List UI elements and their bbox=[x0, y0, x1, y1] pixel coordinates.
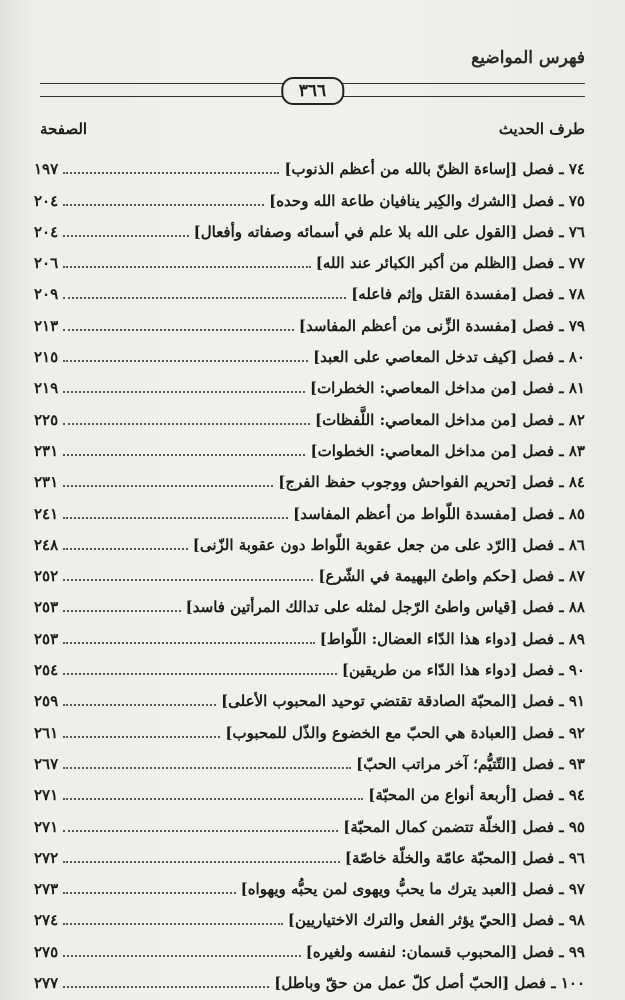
toc-entry-title: ٨٤ ـ فصل [تحريم الفواحش ووجوب حفظ الفرج] bbox=[278, 473, 585, 492]
dot-leader bbox=[63, 672, 337, 675]
toc-entry-title: ٩٥ ـ فصل [الخلّة تتضمن كمال المحبّة] bbox=[343, 817, 585, 836]
toc-entry-page: ٢٠٩ bbox=[34, 285, 59, 304]
toc-entry[interactable] bbox=[34, 648, 585, 679]
toc-entry[interactable] bbox=[34, 867, 585, 898]
dot-leader bbox=[63, 328, 294, 331]
toc-entry-title: ٩٠ ـ فصل [دواء هذا الدّاء من طريقين] bbox=[341, 661, 585, 680]
dot-leader bbox=[63, 453, 305, 456]
toc-entry-title: ٨٠ ـ فصل [كيف تدخل المعاصي على العبد] bbox=[313, 348, 585, 367]
dot-leader bbox=[63, 735, 220, 738]
toc-entry-title: ٩٩ ـ فصل [المحبوب قسمان: لنفسه ولغيره] bbox=[305, 942, 585, 961]
toc-entry-title: ٩٧ ـ فصل [العبد يترك ما يحبُّ ويهوى لمن يحبُّه ويهواه] bbox=[240, 880, 585, 899]
toc-entry[interactable] bbox=[34, 804, 585, 835]
toc-entry[interactable] bbox=[34, 554, 585, 585]
toc-entry[interactable] bbox=[34, 836, 585, 867]
toc-entry-page: ٢٣١ bbox=[34, 441, 59, 460]
toc-entry[interactable] bbox=[34, 929, 585, 960]
dot-leader bbox=[63, 516, 288, 519]
toc-entry-title: ٩٦ ـ فصل [المحبّة عامّة والخلّة خاصّة] bbox=[344, 848, 585, 867]
toc-entry[interactable] bbox=[34, 335, 585, 366]
dot-leader bbox=[63, 922, 283, 925]
toc-entry[interactable] bbox=[34, 491, 585, 522]
toc-entry-title: ٩٨ ـ فصل [الحيّ يؤثر الفعل والترك الاختياريين] bbox=[287, 911, 585, 930]
toc-entry-page: ٢٧٥ bbox=[34, 942, 59, 961]
toc-entry-page: ٢٣١ bbox=[34, 473, 59, 492]
dot-leader bbox=[63, 547, 188, 550]
toc-entry-page: ٢٧٤ bbox=[34, 911, 59, 930]
toc-entry[interactable] bbox=[34, 366, 585, 397]
toc-entry-page: ٢٤١ bbox=[34, 504, 59, 523]
toc-entry[interactable] bbox=[34, 210, 585, 241]
toc-entry-page: ٢١٩ bbox=[34, 379, 59, 398]
toc-entry[interactable] bbox=[34, 710, 585, 741]
toc-entry-page: ١٩٧ bbox=[34, 160, 59, 179]
dot-leader bbox=[63, 296, 346, 299]
dot-leader bbox=[63, 390, 305, 393]
toc-entry-page: ٢٦١ bbox=[34, 723, 59, 742]
toc-entry-page: ٢٧٧ bbox=[34, 974, 59, 993]
toc-entry-page: ٢٧١ bbox=[34, 786, 59, 805]
toc-entry[interactable] bbox=[34, 898, 585, 929]
toc-entry-title: ٧٨ ـ فصل [مفسدة القتل وإثم فاعله] bbox=[351, 285, 585, 304]
toc-entry[interactable] bbox=[34, 585, 585, 616]
dot-leader bbox=[63, 703, 216, 706]
dot-leader bbox=[63, 203, 264, 206]
toc-entry-title: ٨٨ ـ فصل [قياس واطئ الرّجل لمثله على تدالك المرأتين فاسد] bbox=[185, 598, 585, 617]
toc-entry[interactable] bbox=[34, 397, 585, 428]
dot-leader bbox=[63, 954, 301, 957]
toc-entry[interactable] bbox=[34, 523, 585, 554]
column-header-page: الصفحة bbox=[40, 120, 88, 138]
dot-leader bbox=[63, 860, 340, 863]
toc-entry-title: ٨٩ ـ فصل [دواء هذا الدّاء العضال: اللّواط] bbox=[319, 629, 585, 648]
toc-entry-title: ٨١ ـ فصل [من مداخل المعاصي: الخطرات] bbox=[309, 379, 585, 398]
toc-entry[interactable] bbox=[34, 241, 585, 272]
toc-entry-page: ٢٧٣ bbox=[34, 880, 59, 899]
toc-entry-page: ٢٠٤ bbox=[34, 222, 59, 241]
toc-entry-title: ٧٤ ـ فصل [إساءة الظنّ بالله من أعظم الذنوب] bbox=[284, 160, 585, 179]
toc-entry[interactable] bbox=[34, 272, 585, 303]
toc-entry-title: ٧٦ ـ فصل [القول على الله بلا علم في أسمائه وصفاته وأفعال] bbox=[193, 222, 585, 241]
toc-entry[interactable] bbox=[34, 303, 585, 334]
toc-entry-title: ٨٢ ـ فصل [من مداخل المعاصي: اللَّفظات] bbox=[314, 410, 585, 429]
dot-leader bbox=[63, 484, 273, 487]
toc-entry[interactable] bbox=[34, 773, 585, 804]
dot-leader bbox=[63, 578, 313, 581]
toc-entry-page: ٢٥٣ bbox=[34, 598, 59, 617]
toc-entry-title: ٩٤ ـ فصل [أربعة أنواع من المحبّة] bbox=[368, 786, 585, 805]
toc-entry-title: ٨٥ ـ فصل [مفسدة اللّواط من أعظم المفاسد] bbox=[293, 504, 585, 523]
toc-entry[interactable] bbox=[34, 961, 585, 992]
toc-entry-page: ٢١٥ bbox=[34, 348, 59, 367]
toc-entry-title: ٩٢ ـ فصل [العبادة هي الحبّ مع الخضوع والذّل للمحبوب] bbox=[225, 723, 585, 742]
toc-entry-page: ٢٠٤ bbox=[34, 191, 59, 210]
toc-entry-page: ٢٧١ bbox=[34, 817, 59, 836]
toc-entry-title: ٧٩ ـ فصل [مفسدة الزِّنى من أعظم المفاسد] bbox=[298, 316, 585, 335]
toc-entry[interactable] bbox=[34, 147, 585, 178]
toc-entry-page: ٢٥٤ bbox=[34, 661, 59, 680]
toc-entry[interactable] bbox=[34, 616, 585, 647]
toc-entry-title: ٧٧ ـ فصل [الظلم من أكبر الكبائر عند الله] bbox=[315, 254, 585, 273]
toc-entry[interactable] bbox=[34, 429, 585, 460]
toc-entry-title: ٩٣ ـ فصل [التّتيُّم؛ آخر مراتب الحبّ] bbox=[356, 754, 585, 773]
dot-leader bbox=[63, 265, 311, 268]
toc-entry-page: ٢٤٨ bbox=[34, 535, 59, 554]
toc-entry-page: ٢٥٢ bbox=[34, 567, 59, 586]
running-title: فهرس المواضيع bbox=[471, 48, 585, 68]
dot-leader bbox=[63, 797, 363, 800]
toc-entry-page: ٢١٣ bbox=[34, 316, 59, 335]
toc-entry-page: ٢٠٦ bbox=[34, 254, 59, 273]
toc-list bbox=[34, 147, 585, 992]
dot-leader bbox=[63, 985, 269, 988]
dot-leader bbox=[63, 609, 181, 612]
toc-entry-title: ٨٦ ـ فصل [الرّد على من جعل عقوبة اللّواط دون عقوبة الزّنى] bbox=[192, 535, 585, 554]
toc-entry-page: ٢٥٩ bbox=[34, 692, 59, 711]
toc-entry-page: ٢٧٢ bbox=[34, 848, 59, 867]
page-number: ٣٦٦ bbox=[281, 77, 344, 105]
dot-leader bbox=[63, 422, 310, 425]
toc-entry-page: ٢٥٣ bbox=[34, 629, 59, 648]
toc-entry[interactable] bbox=[34, 742, 585, 773]
dot-leader bbox=[63, 641, 315, 644]
toc-entry-title: ٨٧ ـ فصل [حكم واطئ البهيمة في الشّرع] bbox=[318, 567, 585, 586]
column-header-topic: طرف الحديث bbox=[498, 120, 585, 138]
toc-entry[interactable] bbox=[34, 460, 585, 491]
dot-leader bbox=[63, 234, 188, 237]
toc-entry-page: ٢٢٥ bbox=[34, 410, 59, 429]
toc-entry-title: ٩١ ـ فصل [المحبّة الصادقة تقتضي توحيد المحبوب الأعلى] bbox=[221, 692, 585, 711]
toc-entry[interactable] bbox=[34, 679, 585, 710]
dot-leader bbox=[63, 766, 351, 769]
toc-entry-title: ٨٣ ـ فصل [من مداخل المعاصي: الخطوات] bbox=[310, 441, 585, 460]
toc-entry-page: ٢٦٧ bbox=[34, 754, 59, 773]
toc-entry-title: ١٠٠ ـ فصل [الحبّ أصل كلّ عمل من حقّ وباطل] bbox=[274, 974, 585, 993]
toc-entry[interactable] bbox=[34, 178, 585, 209]
toc-entry-title: ٧٥ ـ فصل [الشرك والكِبر ينافيان طاعة الله وحده] bbox=[269, 191, 585, 210]
dot-leader bbox=[63, 359, 308, 362]
header-bar bbox=[40, 80, 585, 100]
dot-leader bbox=[63, 829, 338, 832]
dot-leader bbox=[63, 171, 279, 174]
dot-leader bbox=[63, 891, 235, 894]
